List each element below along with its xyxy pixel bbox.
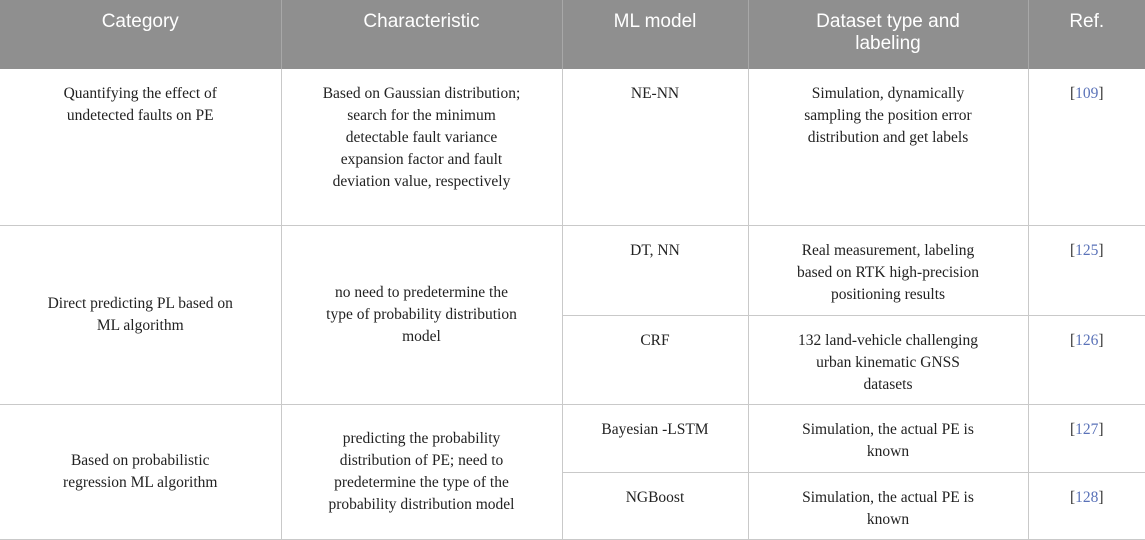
characteristic-text: no need to predetermine the type of probability distribution model	[326, 283, 517, 345]
dataset-text: Simulation, dynamically sampling the position error distribution and get labels	[804, 85, 972, 146]
dataset-text: Real measurement, labeling based on RTK high-precision positioning results	[796, 241, 980, 303]
ref-cell: [109]	[1028, 69, 1145, 225]
category-cell	[0, 69, 281, 225]
table-row	[0, 225, 1145, 315]
ref-link[interactable]: 127	[1075, 420, 1099, 438]
ref-cell: [126]	[1028, 315, 1145, 404]
table-row	[0, 404, 1145, 472]
ref-link[interactable]: 125	[1075, 241, 1099, 259]
model-cell: CRF	[562, 315, 748, 404]
dataset-text: Simulation, the actual PE is known	[802, 488, 974, 528]
dataset-cell	[748, 69, 1028, 225]
table-row	[0, 69, 1145, 225]
model-cell: NGBoost	[562, 472, 748, 539]
header-dataset-label: Dataset type and labeling	[816, 11, 960, 54]
table-body	[0, 69, 1145, 539]
dataset-cell	[748, 404, 1028, 472]
header-dataset	[748, 0, 1028, 69]
characteristic-cell	[281, 225, 562, 404]
header-row	[0, 0, 1145, 69]
dataset-cell	[748, 315, 1028, 404]
characteristic-cell	[281, 404, 562, 539]
dataset-text: Simulation, the actual PE is known	[802, 420, 974, 460]
category-text: Based on probabilistic regression ML algorithm	[63, 451, 218, 491]
category-cell	[0, 225, 281, 404]
header-characteristic: Characteristic	[281, 0, 562, 69]
category-cell	[0, 404, 281, 539]
ref-link[interactable]: 109	[1075, 85, 1099, 102]
category-text: Quantifying the effect of undetected faults on PE	[63, 85, 217, 124]
characteristic-text: predicting the probability distribution of PE; need to predetermine the type of the probability distribution model	[328, 429, 515, 513]
characteristic-cell	[281, 69, 562, 225]
header-ref: Ref.	[1028, 0, 1145, 69]
dataset-cell	[748, 225, 1028, 315]
model-cell: DT, NN	[562, 225, 748, 315]
table-header	[0, 0, 1145, 69]
header-category: Category	[0, 0, 281, 69]
ref-cell: [127]	[1028, 404, 1145, 472]
ref-cell: [125]	[1028, 225, 1145, 315]
dataset-text: 132 land-vehicle challenging urban kinematic GNSS datasets	[798, 331, 978, 393]
model-cell: NE-NN	[562, 69, 748, 225]
ref-cell: [128]	[1028, 472, 1145, 539]
model-cell: Bayesian -LSTM	[562, 404, 748, 472]
ref-link[interactable]: 128	[1075, 488, 1099, 506]
characteristic-text: Based on Gaussian distribution; search for the minimum detectable fault variance expansion factor and fault deviation value, respectively	[322, 85, 521, 190]
header-ml-model: ML model	[562, 0, 748, 69]
ref-link[interactable]: 126	[1075, 331, 1099, 349]
dataset-cell	[748, 472, 1028, 539]
category-text: Direct predicting PL based on ML algorithm	[47, 294, 233, 334]
